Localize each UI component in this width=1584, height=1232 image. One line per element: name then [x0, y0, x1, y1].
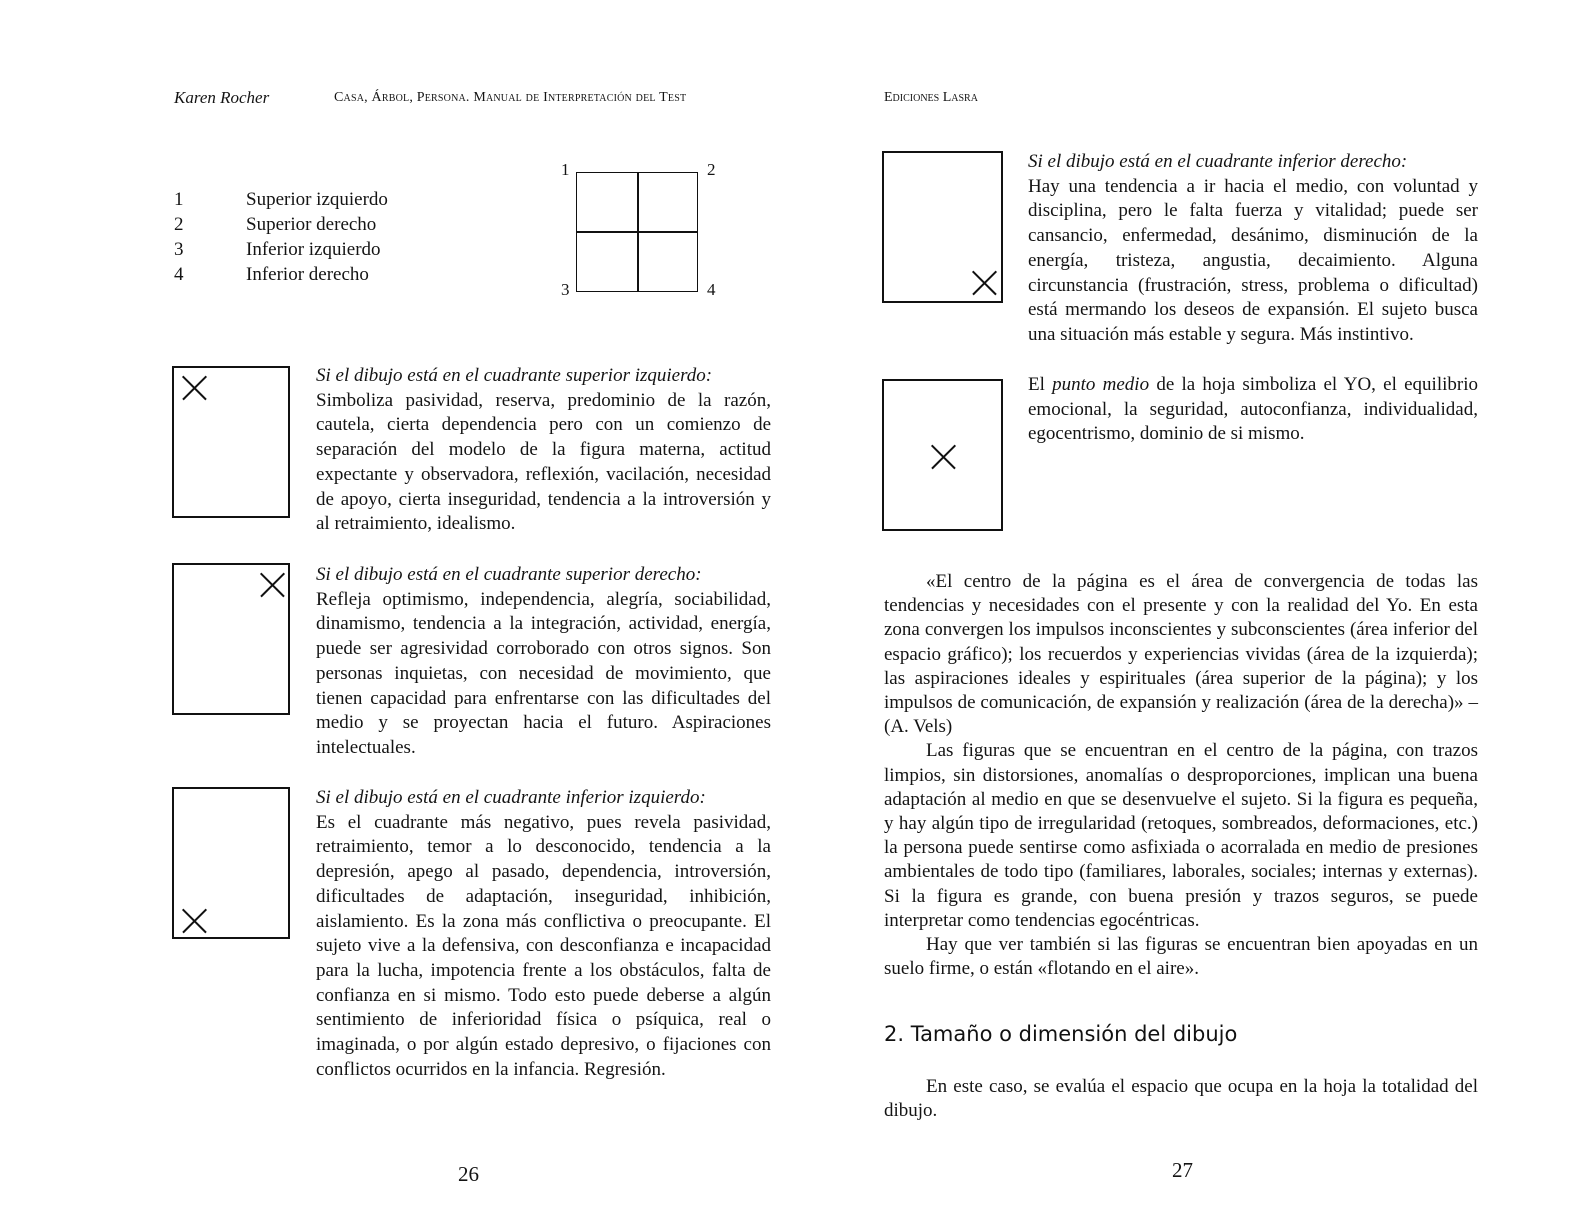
legend-number: 3	[174, 239, 184, 260]
page-box-bottom-right	[882, 151, 1003, 303]
paragraph-inferior-derecho	[1028, 150, 1478, 348]
page-box-top-right	[172, 563, 290, 715]
legend-row	[174, 262, 388, 287]
legend-label: Inferior izquierdo	[246, 239, 381, 260]
paragraph-text: Es el cuadrante más negativo, pues revela pasividad, retraimiento, temor a lo desconocido, tendencia a la depresión, apego al pasado, dependencia, introversión, dificultades de adaptación, inseguridad, inhibición, aislamiento. Es la zona más conflictiva o preocupante. El sujeto vive a la defensiva, con desconfianza e incapacidad para la lucha, impotencia frente a los obstáculos, falta de confianza en si mismo. Todo esto puede deberse a algún sentimiento de inferioridad física o psíquica, real o imaginada, o por algún estado depresivo, o fijaciones con conflictos ocurridos en la infancia. Regresión.	[316, 811, 771, 1080]
paragraph-text: Hay una tendencia a ir hacia el medio, con voluntad y disciplina, pero le falta fuerza y vitalidad; puede ser cansancio, enfermedad, desánimo, disminución de la energía, tristeza, angustia, decaimiento. Alguna circunstancia (frustración, stress, problema o dificultad) está mermando los deseos de expansión. El sujeto busca una situación más estable y segura. Más instintivo.	[1028, 175, 1478, 345]
page-box-top-left	[172, 366, 290, 518]
x-mark-icon	[931, 445, 955, 469]
quadrant-label-1: 1	[561, 160, 570, 179]
paragraph-lead: Si el dibujo está en el cuadrante superior derecho:	[316, 564, 702, 585]
midpoint-text: de la hoja simboliza el YO, el equilibrio emocional, la seguridad, autoconfianza, individualidad, egocentrismo, dominio de si mismo.	[1028, 374, 1478, 445]
section-body-paragraph: En este caso, se evalúa el espacio que ocupa en la hoja la totalidad del dibujo.	[884, 1076, 1478, 1122]
legend-label: Inferior derecho	[246, 264, 369, 285]
paragraph-punto-medio	[1028, 373, 1478, 447]
paragraph-lead: Si el dibujo está en el cuadrante inferior izquierdo:	[316, 787, 706, 808]
legend-number: 2	[174, 214, 184, 235]
paragraph-lead: Si el dibujo está en el cuadrante inferior derecho:	[1028, 151, 1408, 172]
legend-row	[174, 187, 388, 212]
quadrant-label-2: 2	[707, 160, 716, 179]
header-book-title: Casa, Árbol, Persona. Manual de Interpretación del Test	[334, 90, 687, 105]
legend-row	[174, 237, 388, 262]
body-paragraph: Hay que ver también si las figuras se encuentran bien apoyadas en un suelo firme, o están «flotando en el aire».	[884, 934, 1478, 980]
x-mark-icon	[182, 909, 206, 933]
x-mark-icon	[972, 271, 996, 295]
body-paragraph-quote: «El centro de la página es el área de convergencia de todas las tendencias y necesidades con el presente y con la realidad del Yo. En esta zona convergen los impulsos inconscientes y subconscientes (área inferior del espacio gráfico); los recuerdos y experiencias vividas (área de la izquierda); las aspiraciones ideales y espirituales (área superior de la página); y los impulsos de comunicación, de expansión y realización (área de la derecha)» – (A. Vels)	[884, 571, 1478, 738]
section-heading: 2. Tamaño o dimensión del dibujo	[884, 1022, 1238, 1046]
paragraph-lead: Si el dibujo está en el cuadrante superior izquierdo:	[316, 365, 713, 386]
x-mark-icon	[260, 573, 284, 597]
page-number-right: 27	[1172, 1158, 1193, 1182]
page-number-left: 26	[458, 1162, 479, 1186]
paragraph-text: Simboliza pasividad, reserva, predominio de la razón, cautela, cierta dependencia pero con un comienzo de separación del modelo de la figura materna, actitud expectante y observadora, reflexión, vacilación, necesidad de apoyo, cierta inseguridad, tendencia a la introversión y al retraimiento, idealismo.	[316, 389, 771, 535]
legend-label: Superior izquierdo	[246, 189, 388, 210]
header-publisher: Ediciones Lasra	[884, 90, 978, 105]
paragraph-superior-derecho	[316, 563, 771, 761]
page-box-center	[882, 379, 1003, 531]
header-author: Karen Rocher	[174, 88, 270, 107]
body-text	[884, 570, 1478, 981]
paragraph-inferior-izquierdo	[316, 786, 771, 1082]
quadrant-diagram	[576, 172, 698, 292]
paragraph-superior-izquierdo	[316, 364, 771, 537]
midpoint-emphasis: punto medio	[1052, 374, 1150, 395]
midpoint-prefix: El	[1028, 374, 1053, 395]
quadrant-legend	[174, 187, 388, 287]
legend-label: Superior derecho	[246, 214, 377, 235]
quadrant-divider-horizontal	[576, 231, 698, 233]
paragraph-text: Refleja optimismo, independencia, alegría, sociabilidad, dinamismo, tendencia a la integración, actividad, energía, puede ser agresividad corroborado con otros signos. Son personas inquietas, con necesidad de movimiento, que tienen capacidad para enfrentarse con las dificultades del medio y se proyectan hacia el futuro. Aspiraciones intelectuales.	[316, 588, 771, 758]
legend-number: 1	[174, 189, 184, 210]
legend-row	[174, 212, 388, 237]
legend-number: 4	[174, 264, 184, 285]
x-mark-icon	[182, 376, 206, 400]
quadrant-label-4: 4	[707, 280, 716, 299]
page-box-bottom-left	[172, 787, 290, 939]
body-paragraph: Las figuras que se encuentran en el centro de la página, con trazos limpios, sin distorsiones, anomalías o desproporciones, implican una buena adaptación al medio en que se desenvuelve el sujeto. Si la figura es pequeña, y hay algún tipo de irregularidad (retoques, sombreados, deformaciones, etc.) la persona puede sentirse como asfixiada o acorralada en medio de presiones ambientales de todo tipo (familiares, laborales, sociales; internas y externas). Si la figura es grande, con buena presión y trazos seguros, se puede interpretar como tendencias egocéntricas.	[884, 740, 1478, 931]
quadrant-label-3: 3	[561, 280, 570, 299]
section-body	[884, 1075, 1478, 1123]
